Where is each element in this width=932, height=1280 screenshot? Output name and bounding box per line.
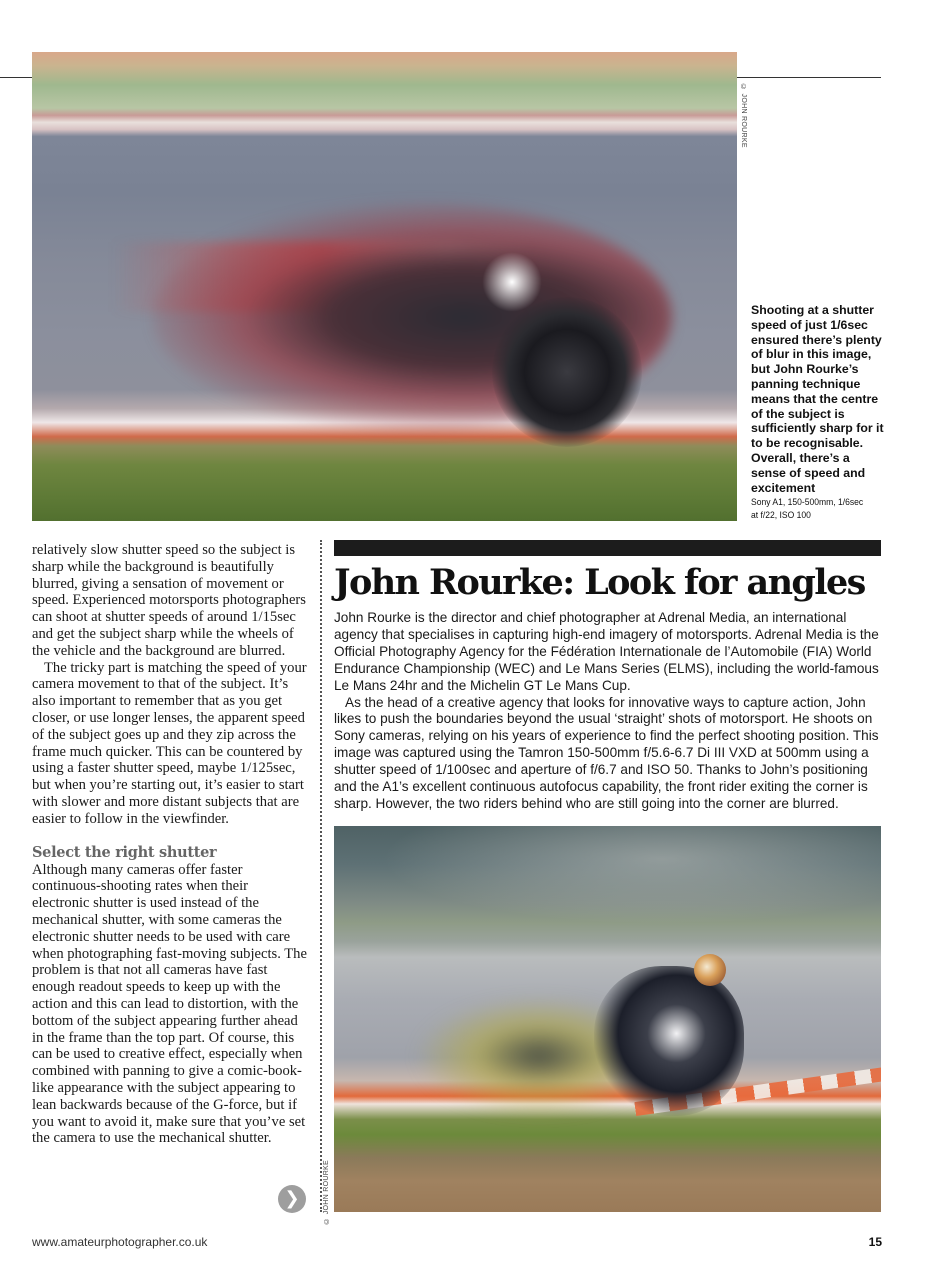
top-photo-credit: © JOHN ROURKE bbox=[740, 84, 747, 148]
motorbike-corner-photo bbox=[334, 826, 881, 1212]
subheading-select-shutter: Select the right shutter bbox=[32, 843, 217, 861]
right-column-body bbox=[334, 610, 884, 813]
photo-wheel bbox=[492, 297, 642, 447]
top-photo-caption: Shooting at a shutter speed of just 1/6sec ensured there’s plenty of blur in this image, but John Rourke’s panning technique means that the centre of the subject is sufficiently sharp for it to be recognisable. Overall, there’s a sense of speed and excitement bbox=[751, 303, 884, 495]
top-rule-right bbox=[737, 77, 881, 78]
column-divider bbox=[320, 540, 322, 1212]
left-paragraph-1: relatively slow shutter speed so the subject is sharp while the background is beautifully blurred, giving a sensation of movement or speed. Experienced motorsports photographers can shoot at shutter speeds of around 1/15sec and get the subject sharp while the wheels of the vehicle and the background are blurred. bbox=[32, 542, 306, 659]
bottom-photo-credit: © JOHN ROURKE bbox=[323, 1160, 330, 1224]
left-column bbox=[32, 542, 307, 1147]
right-paragraph-1: John Rourke is the director and chief photographer at Adrenal Media, an international agency that specialises in capturing high-end imagery of motorsports. Adrenal Media is the Official Photography Agency for the Fédération Internationale de l’Automobile (FIA) World Endurance Championship (WEC) and Le Mans Series (ELMS), including the world-famous Le Mans 24hr and the Michelin GT Le Mans Cup. bbox=[334, 610, 879, 693]
right-paragraph-2: As the head of a creative agency that looks for innovative ways to capture action, John likes to push the boundaries beyond the usual ‘straight’ shots of motorsport. He shoots on Sony cameras, relying on his years of experience to find the perfect shooting position. This image was captured using the Tamron 150-500mm f/5.6-6.7 Di III VXD at 500mm using a shutter speed of 1/100sec and aperture of f/6.7 and ISO 50. Thanks to John’s positioning and the A1’s excellent continuous autofocus capability, the front rider exiting the corner is sharp. However, the two riders behind who are still going into the corner are blurred. bbox=[334, 694, 879, 811]
top-photo-caption-meta bbox=[751, 496, 873, 522]
photo-helmet bbox=[694, 954, 726, 986]
caption-meta-line-1: Sony A1, 150-500mm, 1/6sec bbox=[751, 497, 864, 508]
top-rule-left bbox=[0, 77, 32, 78]
photo-glare bbox=[482, 252, 542, 312]
next-page-arrow-icon[interactable]: ❯ bbox=[278, 1185, 306, 1213]
page-number: 15 bbox=[868, 1235, 882, 1249]
motorbike-panning-photo bbox=[32, 52, 737, 521]
photo-sharp-rider bbox=[594, 966, 744, 1116]
footer-website-url[interactable]: www.amateurphotographer.co.uk bbox=[32, 1235, 208, 1249]
headline-bar bbox=[334, 540, 881, 556]
left-paragraph-3: Although many cameras offer faster continuous-shooting rates when their electronic shutter is used instead of the mechanical shutter, with some cameras the electronic shutter needs to be used with care when photographing fast-moving subjects. The problem is that not all cameras have fast enough readout speeds to keep up with the action and this can lead to distortion, with the bottom of the subject appearing further ahead in the frame than the top part. Of course, this can be used to creative effect, especially when combined with panning to give a comic-book-like appearance with the subject appearing to lean backwards because of the G-force, but if you want to avoid it, make sure that you’ve set the camera to use the mechanical shutter. bbox=[32, 861, 307, 1147]
article-headline: John Rourke: Look for angles bbox=[334, 562, 865, 603]
left-paragraph-2: The tricky part is matching the speed of your camera movement to that of the subject. It’s also important to remember that as you get closer, or use longer lenses, the apparent speed of the subject goes up and they zip across the frame much quicker. This can be countered by using a faster shutter speed, maybe 1/125sec, but when you’re starting out, it’s easier to start with slower and more distant subjects that are easier to follow in the viewfinder. bbox=[32, 659, 307, 827]
photo-fog bbox=[334, 826, 881, 936]
caption-meta-line-2: at f/22, ISO 100 bbox=[751, 510, 811, 521]
